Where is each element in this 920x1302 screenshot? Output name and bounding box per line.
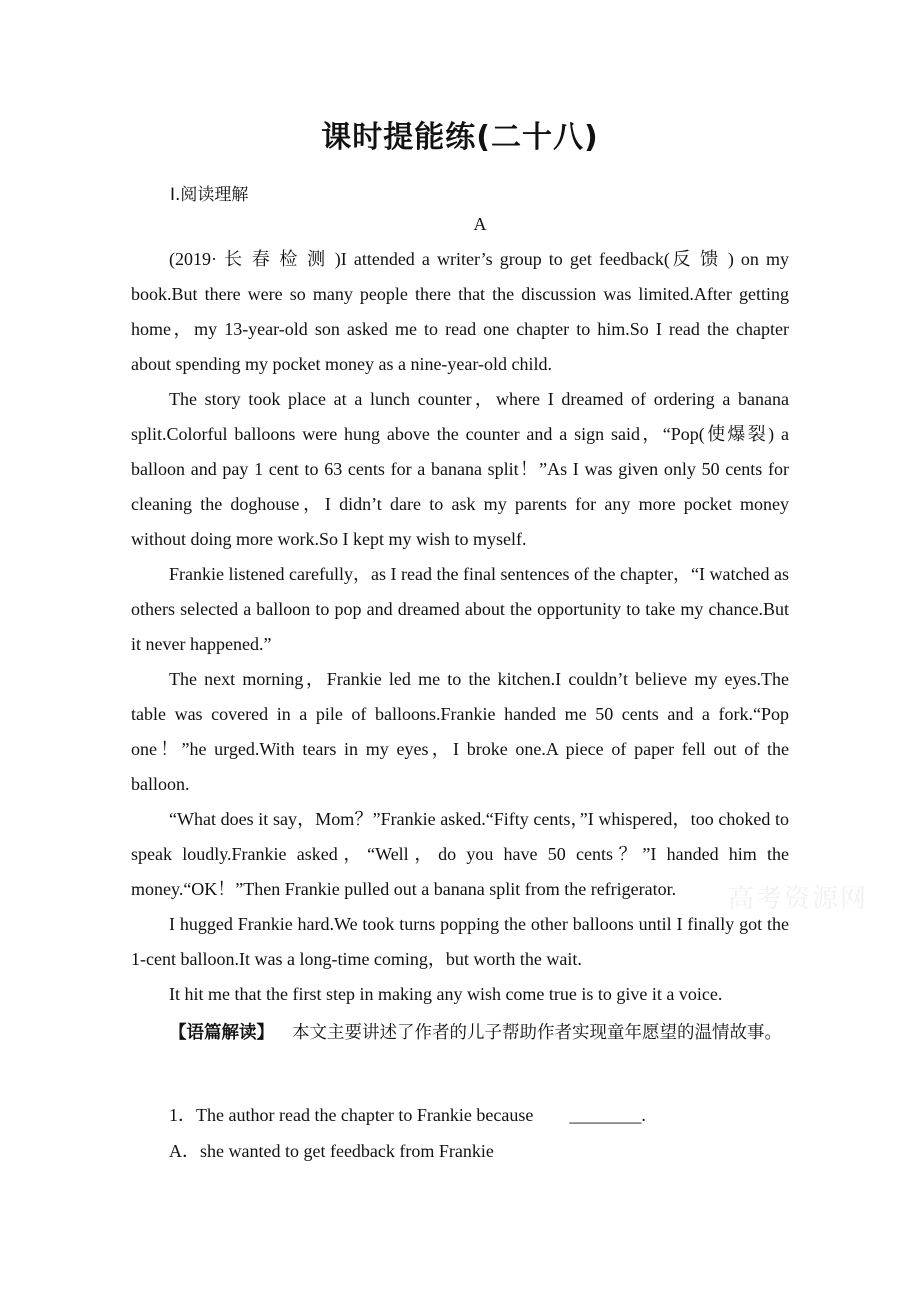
- analysis-tag: 【语篇解读】: [169, 1023, 274, 1043]
- answer-blank: ________.: [569, 1105, 646, 1125]
- paragraph: Frankie listened carefully，as I read the final sentences of the chapter，“I watched as others selected a balloon to pop and dreamed about the opportunity to take my chance.But it never happened.”: [131, 564, 789, 654]
- paragraph: The next morning，Frankie led me to the kitchen.I couldn’t believe my eyes.The table was covered in a pile of balloons.Frankie handed me 50 cents and a fork.“Pop one！”he urged.With tears in my eyes，I broke one.A piece of paper fell out of the balloon.: [131, 669, 789, 794]
- section-label: Ⅰ.阅读理解: [170, 185, 249, 205]
- paragraph: The story took place at a lunch counter，where I dreamed of ordering a banana split.Colorful balloons were hung above the counter and a sign said，“Pop(使爆裂) a balloon and pay 1 cent to 63 cents for a banana split！”As I was given only 50 cents for cleaning the doghouse，I didn’t dare to ask my parents for any more pocket money without doing more work.So I kept my wish to myself.: [131, 389, 789, 549]
- paragraph: (2019· 长 春 检 测 )I attended a writer’s group to get feedback(反 馈 ) on my book.But there were so many people there that the discussion was limited.After getting home，my 13-year-old son asked me to read one chapter to him.So I read the chapter about spending my pocket money as a nine-year-old child.: [131, 249, 789, 374]
- passage-analysis: [131, 1010, 789, 1056]
- question-stem: 1．The author read the chapter to Frankie because: [169, 1105, 534, 1125]
- page-title: 课时提能练(二十八): [321, 120, 599, 155]
- watermark: 高考资源网: [728, 884, 869, 914]
- question-1: [169, 1098, 789, 1133]
- passage-body: [131, 242, 789, 1012]
- analysis-text: 本文主要讲述了作者的儿子帮助作者实现童年愿望的温情故事。: [292, 1023, 782, 1043]
- paragraph: It hit me that the first step in making any wish come true is to give it a voice.: [169, 984, 723, 1004]
- paragraph: “What does it say，Mom？”Frankie asked.“Fifty cents，”I whispered，too choked to speak loudly.Frankie asked，“Well，do you have 50 cents？”I handed him the money.“OK！”Then Frankie pulled out a banana split from the refrigerator.: [131, 809, 789, 899]
- paragraph: I hugged Frankie hard.We took turns popping the other balloons until I finally got the 1-cent balloon.It was a long-time coming，but worth the wait.: [131, 914, 789, 969]
- option-a: A．she wanted to get feedback from Frankie: [169, 1141, 494, 1161]
- passage-label: A: [473, 214, 487, 234]
